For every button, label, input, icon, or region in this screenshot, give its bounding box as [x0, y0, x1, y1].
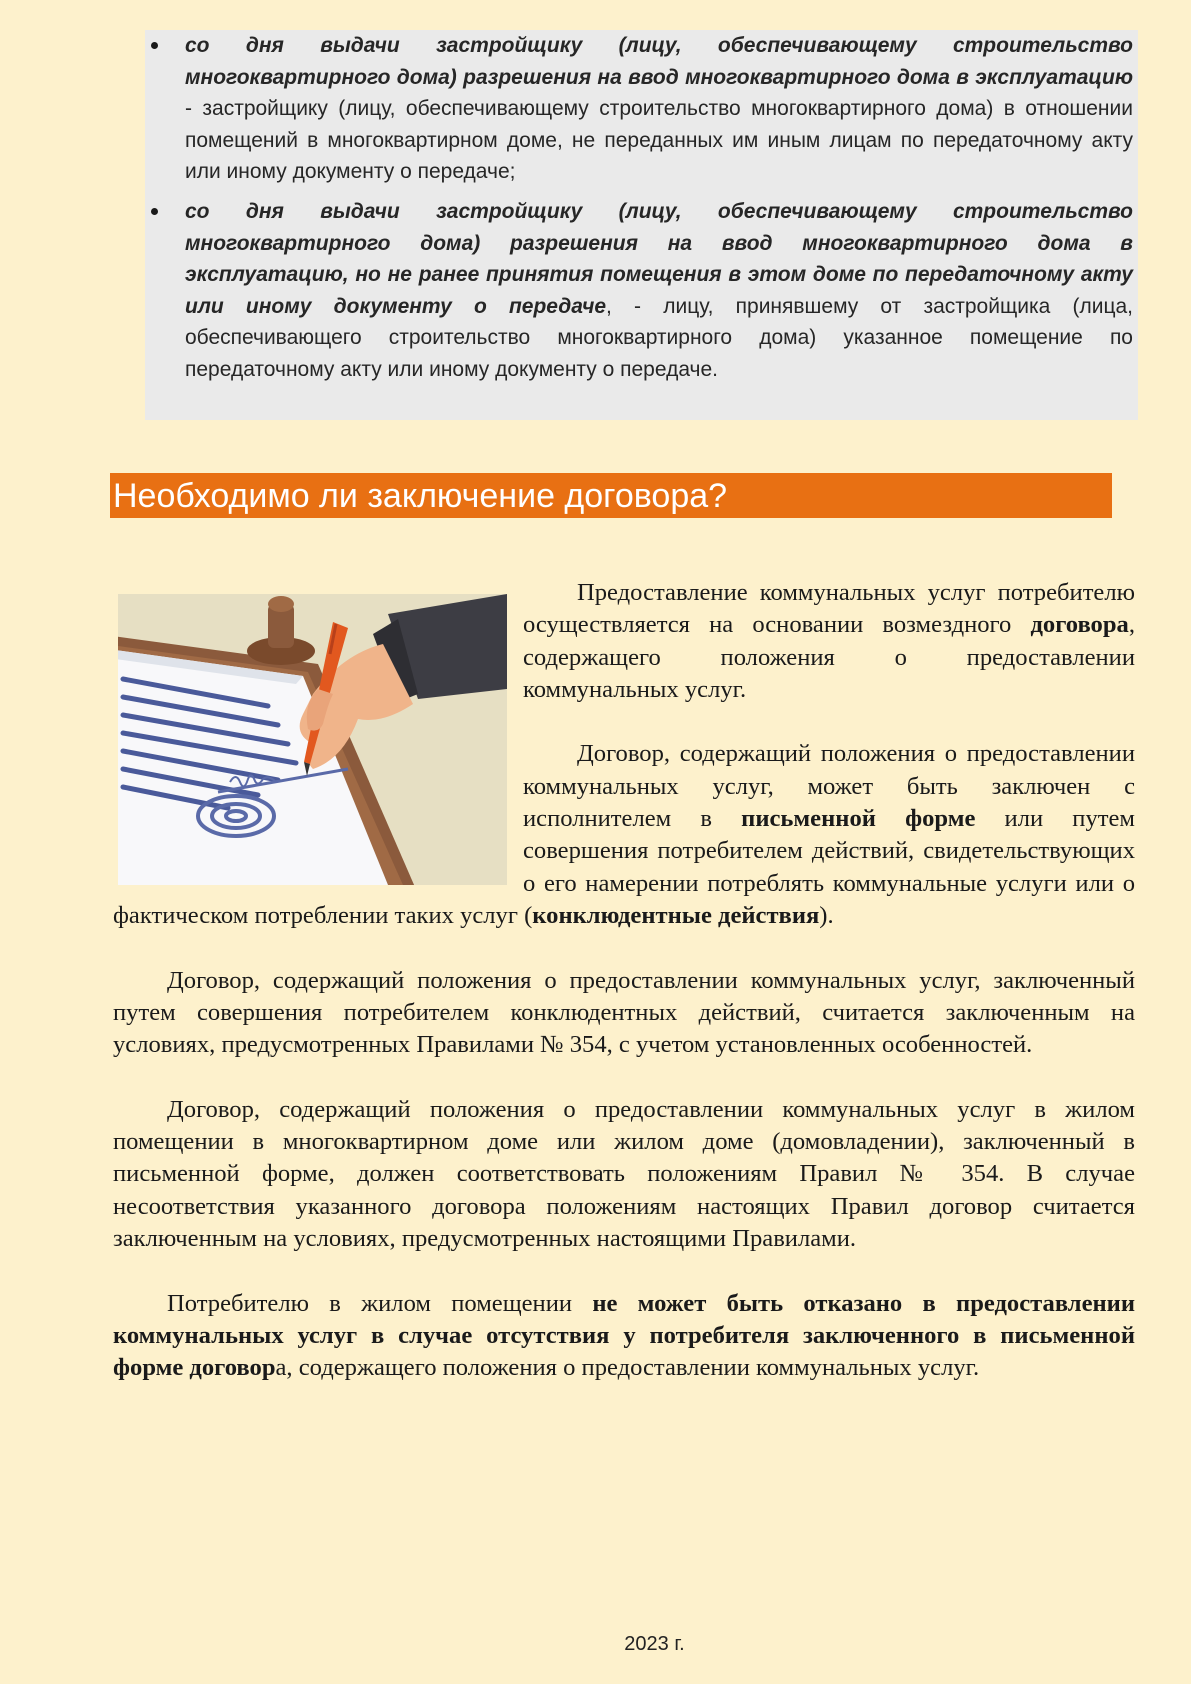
bullet-dot-icon	[151, 42, 158, 49]
illustration-spacer	[113, 577, 523, 897]
bullet-list	[185, 30, 1133, 394]
body-text	[113, 577, 1135, 1417]
bullet-dot-icon	[151, 208, 158, 215]
bullet-item	[185, 196, 1133, 386]
paragraph-5	[113, 1288, 1135, 1385]
bullet-text: - застройщику (лицу, обеспечивающему строительство многоквартирного дома) в отношении помещений в многоквартирном доме, не переданных им иным лицам по передаточному акту или иному документу о передаче;	[185, 97, 1133, 184]
text-run: Договор, содержащий положения о предоставлении коммунальных услуг, может быть заключен с исполнителем в	[523, 740, 1135, 833]
text-run: , содержащего положения о предоставлении коммунальных услуг.	[523, 611, 1135, 703]
paragraph-4: Договор, содержащий положения о предоставлении коммунальных услуг в жилом помещении в многоквартирном доме или жилом доме (домовладении), заключенный в письменной форме, должен соответствовать положениям Правил № 354. В случае несоответствия указанного договора положениям настоящих Правил договор считается заключенным на условиях, предусмотренных настоящими Правилами.	[113, 1095, 1135, 1252]
bold-text: не может быть отказано в предоставлении коммунальных услуг в случае отсутствия у потребителя заключенного в письменной форме договор	[113, 1289, 1135, 1382]
text-run: Предоставление коммунальных услуг потребителю осуществляется на основании возмездного	[523, 579, 1135, 639]
bullet-bold-text: со дня выдачи застройщику (лицу, обеспечивающему строительство многоквартирного дома) разрешения на ввод многоквартирного дома в эксплуатацию	[185, 34, 1133, 89]
text-run: Потребителю в жилом помещении	[167, 1289, 593, 1317]
paragraph-3: Договор, содержащий положения о предоставлении коммунальных услуг, заключенный путем совершения потребителем конклюдентных действий, считается заключенным на условиях, предусмотренных Правилами № 354, с учетом установленных особенностей.	[113, 966, 1135, 1059]
bullet-bold-text: со дня выдачи застройщику (лицу, обеспечивающему строительство многоквартирного дома) разрешения на ввод многоквартирного дома в эксплуатацию, но не ранее принятия помещения в этом доме по передаточному акту или иному документу о передаче	[185, 199, 1133, 318]
text-run: ).	[819, 901, 834, 929]
bold-text: договора	[1030, 611, 1129, 639]
text-run: или путем совершения потребителем действий, свидетельствующих о его намерении потреблять коммунальные услуги или о фактическом потреблении таких услуг (	[113, 805, 1135, 929]
bold-text: письменной форме	[741, 805, 976, 833]
text-run: а, содержащего положения о предоставлении коммунальных услуг.	[275, 1354, 980, 1382]
bold-text: конклюдентные действия	[532, 901, 820, 929]
bullet-item	[185, 30, 1133, 188]
section-heading: Необходимо ли заключение договора?	[113, 477, 728, 515]
bullet-text: , - лицу, принявшему от застройщика (лица, обеспечивающего строительство многоквартирного дома) указанное помещение по передаточному акту или иному документу о передаче.	[185, 294, 1134, 381]
page-footer-year: 2023 г.	[624, 1633, 685, 1655]
